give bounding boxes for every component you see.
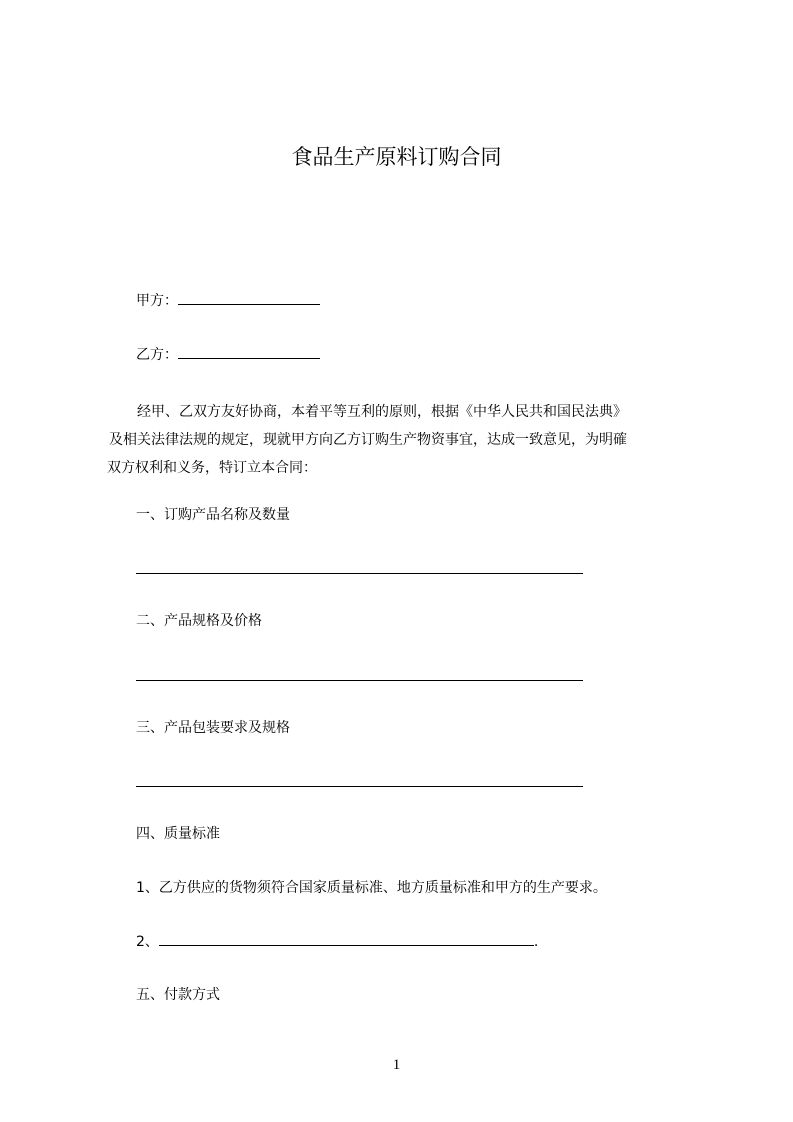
intro-paragraph [107, 398, 707, 482]
section-4-item-2 [136, 931, 538, 952]
section-1-heading: 一、订购产品名称及数量 [136, 507, 290, 523]
section-5-heading: 五、付款方式 [136, 987, 220, 1003]
section-4-item-2-prefix: 2、 [136, 934, 159, 950]
party-a-line [136, 290, 320, 311]
section-4-item-2-suffix: . [533, 934, 539, 950]
section-3-blank-line [136, 786, 583, 787]
page-number: 1 [392, 1057, 401, 1073]
party-a-label: 甲方： [136, 293, 178, 309]
intro-line-2: 及相关法律法规的规定，现就甲方向乙方订购生产物资事宜，达成一致意见，为明確 [109, 432, 627, 448]
section-3-heading: 三、产品包装要求及规格 [136, 720, 290, 736]
party-a-blank [178, 290, 320, 305]
intro-line-1: 经甲、乙双方友好协商，本着平等互利的原则，根据《中华人民共和国民法典》 [137, 404, 627, 420]
section-1-blank-line [136, 573, 583, 574]
party-b-blank [178, 344, 320, 359]
page-title: 食品生产原料订购合同 [291, 145, 502, 169]
party-b-label: 乙方： [136, 347, 178, 363]
section-4-item-1: 1、乙方供应的货物须符合国家质量标准、地方质量标准和甲方的生产要求。 [136, 880, 607, 896]
section-4-item-2-blank [159, 931, 534, 946]
party-b-line [136, 344, 320, 365]
intro-line-3: 双方权利和义务，特订立本合同： [107, 460, 317, 476]
section-4-heading: 四、质量标准 [136, 826, 220, 842]
section-2-heading: 二、产品规格及价格 [136, 613, 262, 629]
section-2-blank-line [136, 680, 583, 681]
